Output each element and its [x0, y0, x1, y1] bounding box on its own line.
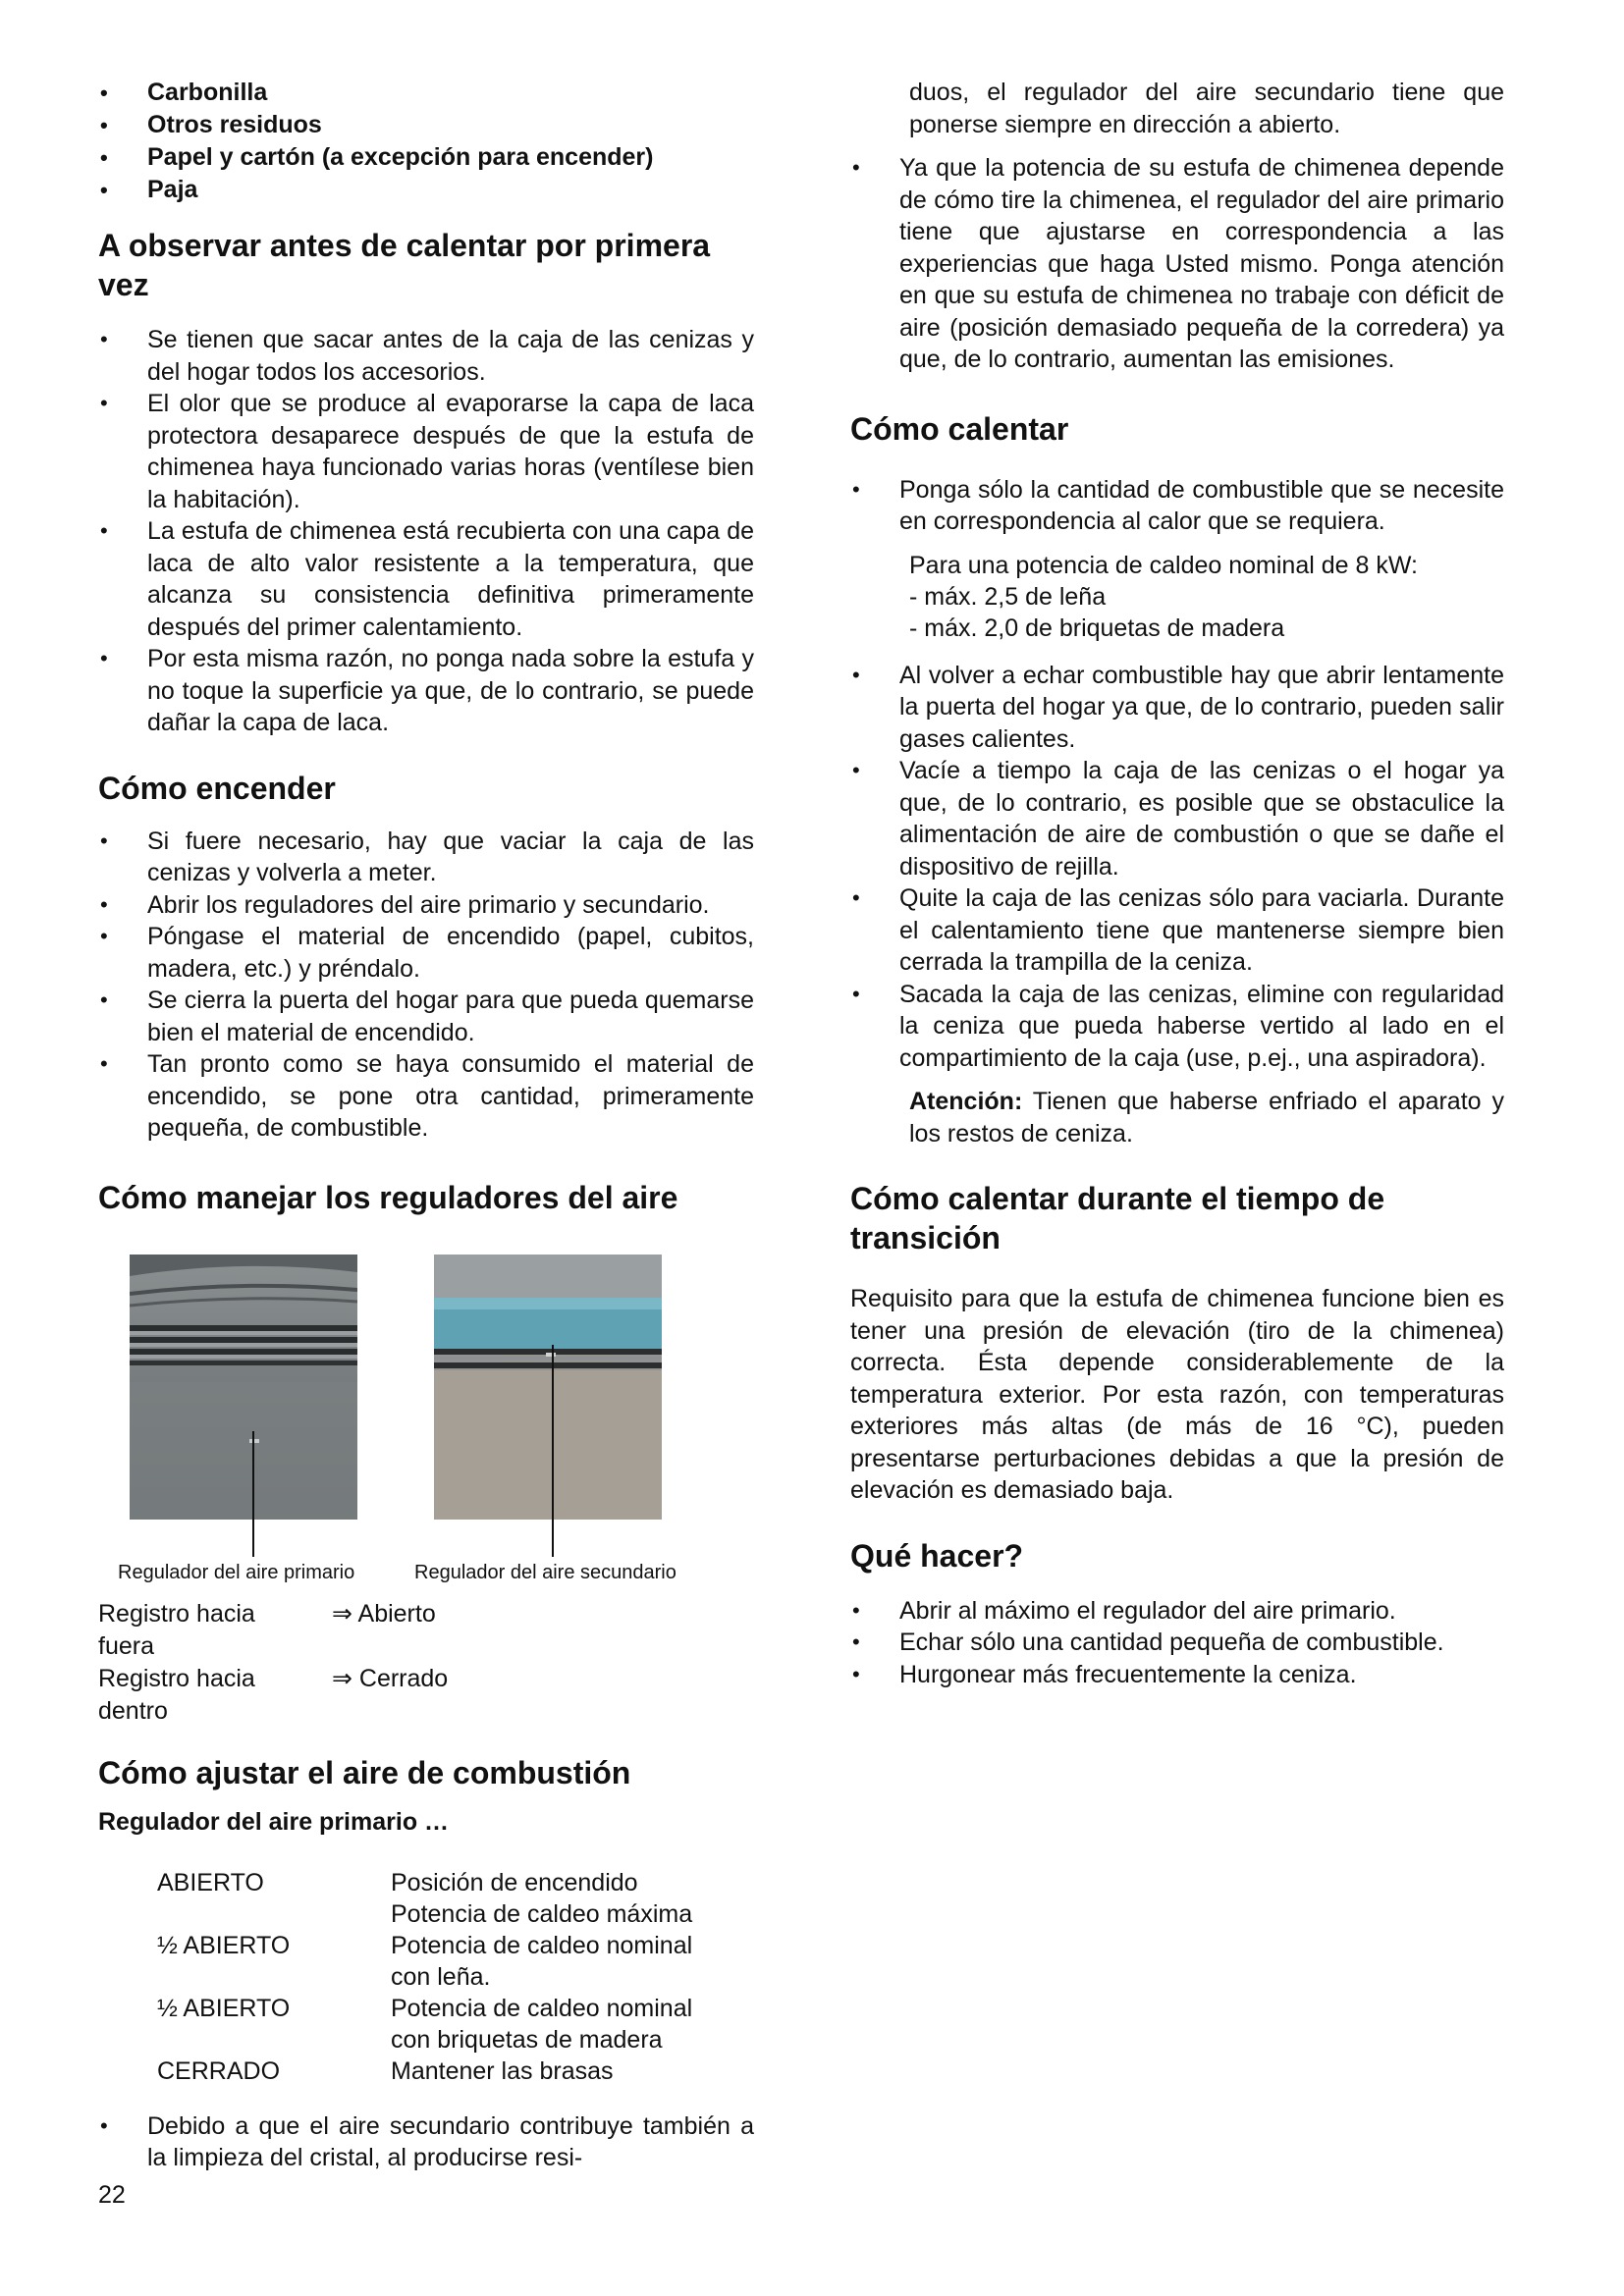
list-item: • Tan pronto como se haya consumido el material de encendido, se pone otra cantidad, primeramente pequeña, de combustible. — [98, 1048, 754, 1145]
list-item: • Otros residuos — [98, 109, 754, 141]
section-title-air-regulators: Cómo manejar los reguladores del aire — [98, 1179, 678, 1215]
list-item: • Vacíe a tiempo la caja de las cenizas o el hogar ya que, de lo contrario, es posible que se obstaculice la alimentación de aire de combustión o que se dañe el dispositivo de rejilla. — [850, 755, 1504, 882]
setting-description: Mantener las brasas — [391, 2056, 614, 2085]
list-item: • Sacada la caja de las cenizas, elimine con regularidad la ceniza que pueda haberse vertido al lado en el compartimiento de la caja (use, p.ej., una aspiradora). — [850, 979, 1504, 1075]
section-title-heating: Cómo calentar — [850, 410, 1069, 447]
setting-description: Potencia de caldeo máxima — [391, 1899, 693, 1928]
setting-description: Posición de encendido — [391, 1868, 638, 1896]
nominal-line: Para una potencia de caldeo nominal de 8 kW: — [909, 551, 1418, 579]
list-item: • Hurgonear más frecuentemente la ceniza. — [850, 1659, 1504, 1691]
primary-regulator-photo — [130, 1255, 357, 1520]
setting-position — [157, 2024, 391, 2056]
attention-label: Atención: — [909, 1088, 1023, 1115]
section-title-what-to-do: Qué hacer? — [850, 1537, 1024, 1574]
ignition-list — [98, 826, 754, 1145]
list-item: • Carbonilla — [98, 77, 754, 109]
list-item: • Abrir al máximo el regulador del aire primario. — [850, 1595, 1504, 1628]
what-to-do-list — [850, 1595, 1504, 1691]
list-item: • Debido a que el aire secundario contribuye también a la limpieza del cristal, al producirse resi- — [98, 2110, 754, 2174]
first-heating-list — [98, 324, 754, 739]
section-title-transition: Cómo calentar durante el tiempo de transición — [850, 1181, 1385, 1255]
caption-primary-regulator: Regulador del aire primario — [118, 1561, 355, 1583]
heating-list — [850, 660, 1504, 1075]
setting-description: con briquetas de madera — [391, 2025, 663, 2054]
setting-position: ½ ABIERTO — [157, 1931, 291, 1959]
power-list — [850, 152, 1504, 376]
register-label: Registro hacia fuera — [98, 1599, 255, 1660]
setting-position — [157, 1961, 391, 1993]
regulator-photos — [98, 1255, 754, 1588]
list-item: • El olor que se produce al evaporarse la capa de laca protectora desaparece después de que la estufa de chimenea haya funcionado varias horas (ventílese bien la habitación). — [98, 388, 754, 515]
attention-text: Tienen que haberse enfriado el aparato y los restos de ceniza. — [909, 1088, 1504, 1148]
secondary-air-list — [98, 2110, 754, 2174]
continuation-paragraph: duos, el regulador del aire secundario tiene que ponerse siempre en dirección a abierto. — [909, 79, 1504, 138]
register-value: ⇒ Abierto — [332, 1599, 436, 1628]
register-label: Registro hacia dentro — [98, 1664, 255, 1725]
list-item: • Al volver a echar combustible hay que abrir lentamente la puerta del hogar ya que, de lo contrario, pueden salir gases calientes. — [850, 660, 1504, 756]
list-item: • Quite la caja de las cenizas sólo para vaciarla. Durante el calentamiento tiene que mantenerse siempre bien cerrada la trampilla de la ceniza. — [850, 882, 1504, 979]
right-column — [850, 77, 1504, 1690]
primary-regulator-settings-table — [157, 1867, 754, 2087]
setting-description: con leña. — [391, 1962, 491, 1991]
subtitle-primary-regulator: Regulador del aire primario … — [98, 1807, 450, 1836]
nominal-line: - máx. 2,0 de briquetas de madera — [909, 614, 1285, 642]
setting-position — [157, 1898, 391, 1930]
section-title-ignition: Cómo encender — [98, 770, 336, 806]
attention-note — [850, 1086, 1504, 1149]
section-title-first-heating: A observar antes de calentar por primera vez — [98, 228, 711, 302]
setting-description: Potencia de caldeo nominal — [391, 1994, 693, 2022]
list-item: • Si fuere necesario, hay que vaciar la caja de las cenizas y volverla a meter. — [98, 826, 754, 889]
secondary-regulator-photo — [434, 1255, 662, 1520]
section-title-combustion-air: Cómo ajustar el aire de combustión — [98, 1754, 631, 1790]
list-item: • Papel y cartón (a excepción para encender) — [98, 141, 754, 174]
list-item: • Abrir los reguladores del aire primario y secundario. — [98, 889, 754, 922]
nominal-power-note — [850, 550, 1504, 644]
setting-position: ABIERTO — [157, 1868, 264, 1896]
list-item: • Póngase el material de encendido (papel, cubitos, madera, etc.) y préndalo. — [98, 921, 754, 985]
heating-list-intro — [850, 474, 1504, 538]
list-item: • La estufa de chimenea está recubierta con una capa de laca de alto valor resistente a la temperatura, que alcanza su consistencia definitiva primeramente después del primer calentamiento. — [98, 515, 754, 643]
nominal-line: - máx. 2,5 de leña — [909, 582, 1107, 611]
list-item: • Se tienen que sacar antes de la caja de las cenizas y del hogar todos los accesorios. — [98, 324, 754, 388]
left-column — [98, 77, 754, 2174]
list-item: • Ya que la potencia de su estufa de chimenea depende de cómo tire la chimenea, el regulador del aire primario tiene que ajustarse en correspondencia a las experiencias que haga Usted mismo. Ponga atención en que su estufa de chimenea no trabaje con déficit de aire (posición demasiado pequeña de la corredera) ya que, de lo contrario, aumentan las emisiones. — [850, 152, 1504, 376]
page-number: 22 — [98, 2181, 126, 2209]
primary-pointer-line — [252, 1431, 254, 1557]
list-item: • Paja — [98, 174, 754, 206]
list-item: • Ponga sólo la cantidad de combustible que se necesite en correspondencia al calor que se requiera. — [850, 474, 1504, 538]
list-item: • Por esta misma razón, no ponga nada sobre la estufa y no toque la superficie ya que, de lo contrario, se puede dañar la capa de laca. — [98, 643, 754, 739]
list-item: • Echar sólo una cantidad pequeña de combustible. — [850, 1627, 1504, 1659]
setting-description: Potencia de caldeo nominal — [391, 1931, 693, 1959]
caption-secondary-regulator: Regulador del aire secundario — [414, 1561, 677, 1583]
excluded-fuels-list — [98, 77, 754, 206]
register-value: ⇒ Cerrado — [332, 1664, 449, 1692]
list-item: • Se cierra la puerta del hogar para que pueda quemarse bien el material de encendido. — [98, 985, 754, 1048]
setting-position: CERRADO — [157, 2056, 281, 2085]
register-direction-table — [98, 1598, 754, 1728]
transition-paragraph: Requisito para que la estufa de chimenea funcione bien es tener una presión de elevación (tiro de la chimenea) correcta. Ésta depende considerablemente de la temperatura exterior. Por esta razón, con temperaturas exteriores más altas (de más de 16 °C), pueden presentarse perturbaciones debidas a que la presión de elevación es demasiado baja. — [850, 1285, 1504, 1504]
setting-position: ½ ABIERTO — [157, 1994, 291, 2022]
secondary-pointer-line — [552, 1345, 554, 1557]
